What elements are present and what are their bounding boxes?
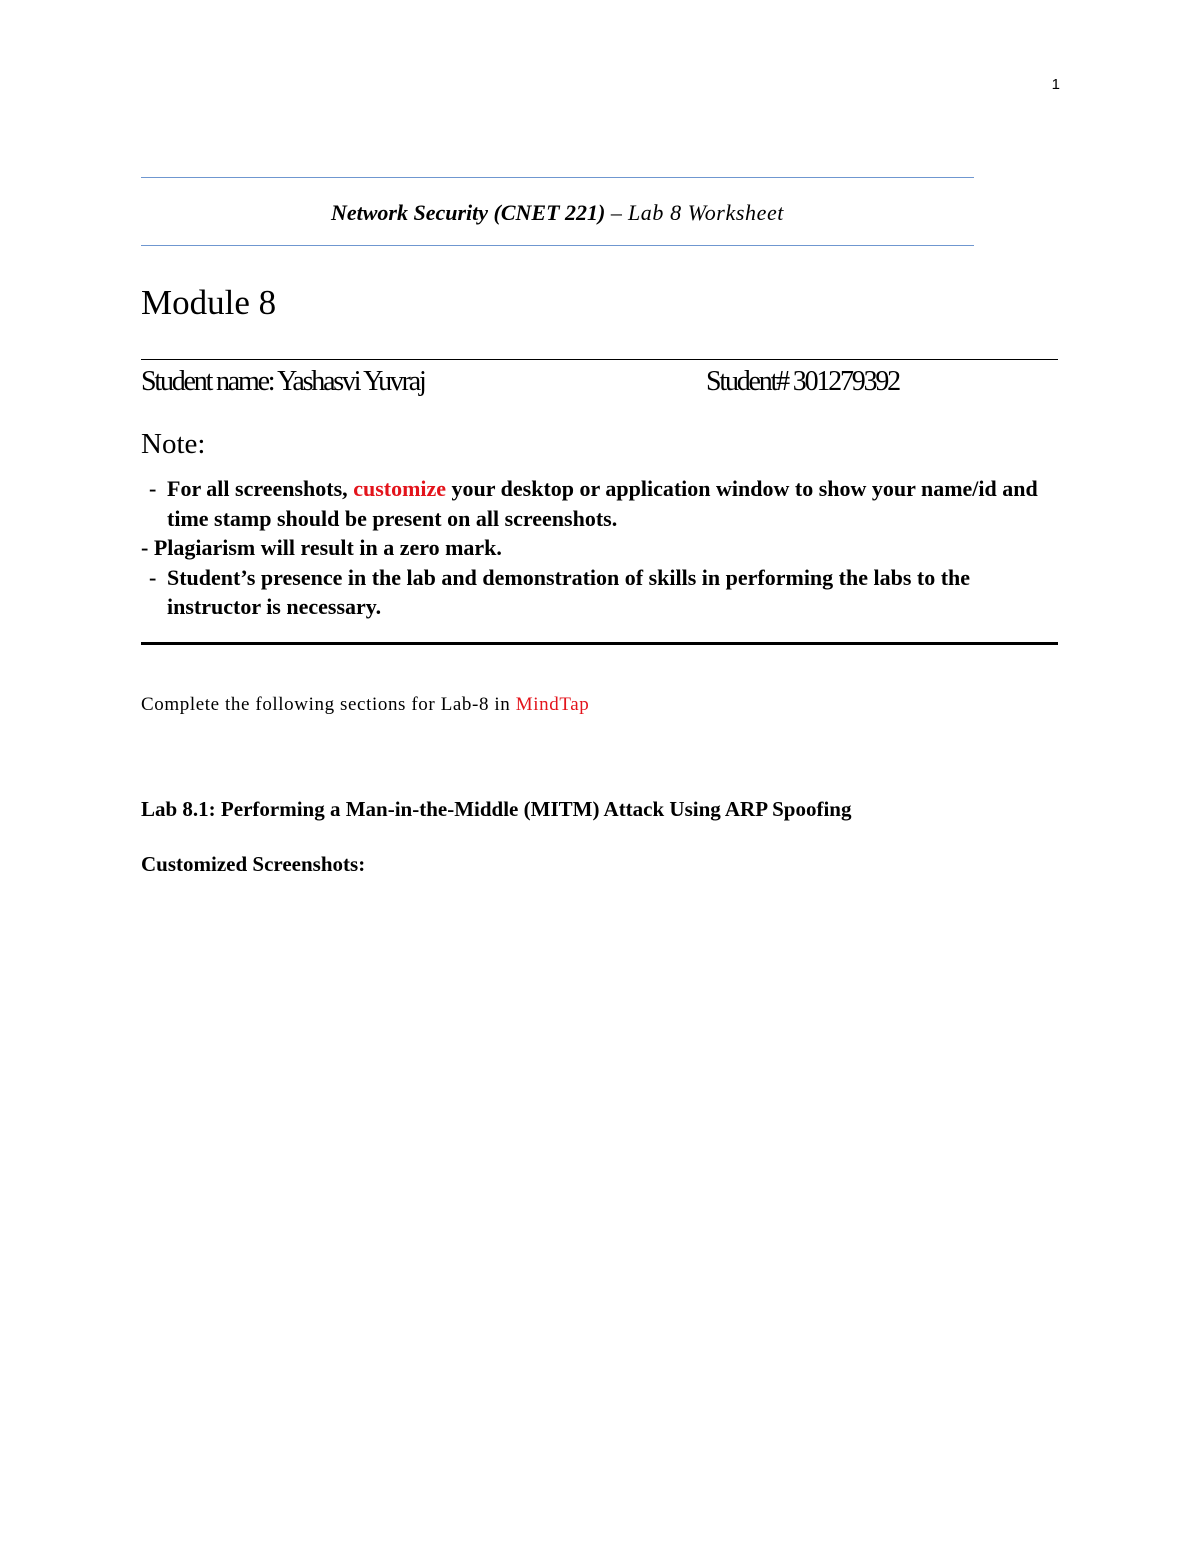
note-item	[141, 474, 1058, 533]
course-title	[141, 199, 974, 227]
instructions-text: Complete the following sections for Lab-8 in	[141, 694, 511, 715]
student-number-label: Student#	[706, 366, 788, 397]
header-top-rule	[141, 177, 974, 178]
student-number-value: 301279392	[792, 366, 899, 397]
note-item-text: Plagiarism will result in a zero mark.	[153, 535, 502, 560]
student-name-value: Yashasvi Yuvraj	[277, 366, 425, 397]
note-bottom-rule	[141, 642, 1058, 645]
header-bottom-rule	[141, 245, 974, 246]
instructions-line	[141, 692, 589, 718]
student-info-top-rule	[141, 359, 1058, 360]
note-item	[141, 533, 1058, 563]
student-name-field	[141, 364, 425, 400]
customize-highlight: customize	[353, 476, 447, 501]
note-dash: -	[149, 476, 157, 501]
note-dash: -	[149, 564, 157, 590]
note-item	[141, 563, 1058, 622]
worksheet-title: Lab 8 Worksheet	[627, 200, 785, 225]
note-item-text: Student’s presence in the lab and demonstration of skills in performing the labs to the instructor is necessary.	[167, 564, 971, 619]
page-number: 1	[1051, 76, 1060, 93]
title-separator: –	[610, 200, 623, 225]
note-heading: Note:	[141, 428, 206, 460]
screenshots-label: Customized Screenshots:	[141, 852, 366, 876]
student-number-field	[706, 364, 899, 400]
note-item-text: For all screenshots,	[167, 476, 348, 501]
course-name: Network Security (CNET 221)	[330, 200, 606, 225]
lab-heading: Lab 8.1: Performing a Man-in-the-Middle (MITM) Attack Using ARP Spoofing	[141, 797, 852, 821]
note-item-text: your desktop or application window to show your name/id and time stamp should be present on all screenshots.	[167, 476, 1038, 531]
note-dash: -	[141, 535, 149, 560]
module-heading: Module 8	[141, 283, 277, 322]
mindtap-text: MindTap	[515, 694, 590, 715]
student-name-label: Student name:	[141, 366, 274, 397]
note-list	[141, 474, 1058, 622]
